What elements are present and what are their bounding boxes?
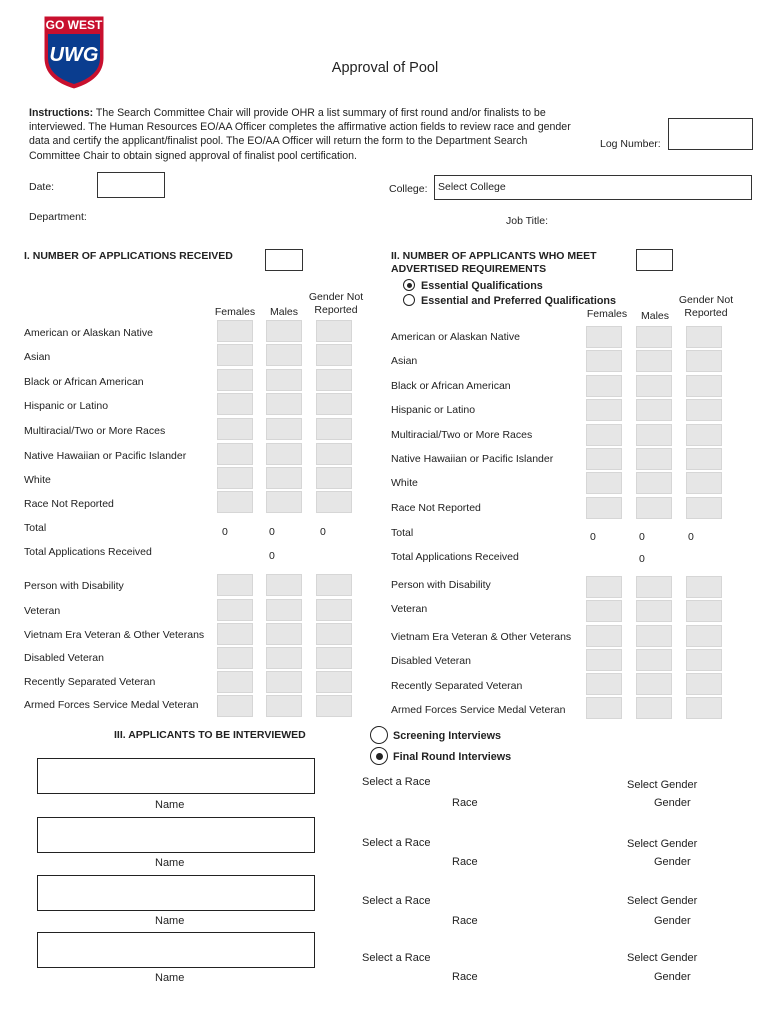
count-input[interactable]	[266, 647, 302, 669]
count-input[interactable]	[586, 673, 622, 695]
applicant-name-label: Name	[155, 799, 185, 811]
college-select[interactable]	[434, 175, 752, 200]
count-input[interactable]	[636, 350, 672, 372]
applicant-name-field[interactable]	[37, 875, 315, 911]
s2-col-gender-not-reported: Gender Not Reported	[678, 294, 734, 319]
applicant-name-label: Name	[155, 857, 185, 869]
count-input[interactable]	[316, 418, 352, 440]
count-input[interactable]	[217, 467, 253, 489]
count-input[interactable]	[217, 671, 253, 693]
s1-col-gender-not-reported: Gender Not Reported	[308, 291, 364, 316]
total-value: 0	[222, 526, 228, 538]
count-input[interactable]	[316, 443, 352, 465]
count-input[interactable]	[316, 344, 352, 366]
count-input[interactable]	[217, 599, 253, 621]
count-input[interactable]	[266, 599, 302, 621]
row-label: Person with Disability	[24, 580, 124, 592]
race-select[interactable]: Select a Race	[362, 837, 431, 849]
count-input[interactable]	[217, 418, 253, 440]
total-received-label: Total Applications Received	[391, 551, 519, 563]
count-input[interactable]	[636, 673, 672, 695]
count-input[interactable]	[266, 344, 302, 366]
total-value: 0	[688, 531, 694, 543]
count-input[interactable]	[316, 574, 352, 596]
count-input[interactable]	[217, 393, 253, 415]
count-input[interactable]	[316, 599, 352, 621]
section1-title: I. NUMBER OF APPLICATIONS RECEIVED	[24, 250, 233, 262]
count-input[interactable]	[217, 647, 253, 669]
section1-total-field[interactable]	[265, 249, 303, 271]
count-input[interactable]	[316, 671, 352, 693]
row-label: Person with Disability	[391, 579, 491, 591]
total-value: 0	[269, 526, 275, 538]
count-input[interactable]	[316, 467, 352, 489]
count-input[interactable]	[686, 625, 722, 647]
count-input[interactable]	[586, 472, 622, 494]
row-label: Asian	[24, 351, 51, 363]
logo-letters: UWG	[49, 44, 99, 66]
count-input[interactable]	[686, 448, 722, 470]
count-input[interactable]	[217, 695, 253, 717]
count-input[interactable]	[316, 393, 352, 415]
radio-essential-qualifications[interactable]	[403, 279, 415, 291]
total-value: 0	[590, 531, 596, 543]
radio-screening-interviews-label: Screening Interviews	[393, 730, 502, 742]
applicant-name-field[interactable]	[37, 817, 315, 853]
row-label: Race Not Reported	[24, 498, 114, 510]
count-input[interactable]	[316, 695, 352, 717]
count-input[interactable]	[266, 369, 302, 391]
row-label: Armed Forces Service Medal Veteran	[391, 704, 566, 716]
s1-col-males: Males	[269, 306, 298, 318]
count-input[interactable]	[266, 574, 302, 596]
page-title: Approval of Pool	[331, 60, 439, 76]
section3-title: III. APPLICANTS TO BE INTERVIEWED	[114, 729, 306, 741]
count-input[interactable]	[217, 344, 253, 366]
total-received-value: 0	[269, 550, 275, 562]
count-input[interactable]	[686, 424, 722, 446]
row-label: White	[24, 474, 51, 486]
count-input[interactable]	[586, 448, 622, 470]
count-input[interactable]	[586, 375, 622, 397]
total-value: 0	[320, 526, 326, 538]
count-input[interactable]	[586, 697, 622, 719]
count-input[interactable]	[266, 418, 302, 440]
count-input[interactable]	[686, 472, 722, 494]
gender-label: Gender	[654, 915, 691, 927]
gender-select[interactable]: Select Gender	[627, 779, 698, 791]
row-label: American or Alaskan Native	[24, 327, 153, 339]
count-input[interactable]	[636, 649, 672, 671]
gender-select[interactable]: Select Gender	[627, 895, 698, 907]
count-input[interactable]	[636, 576, 672, 598]
count-input[interactable]	[217, 491, 253, 513]
gender-select[interactable]: Select Gender	[627, 838, 698, 850]
radio-essential-preferred-qualifications[interactable]	[403, 294, 415, 306]
count-input[interactable]	[586, 600, 622, 622]
gender-select[interactable]: Select Gender	[627, 952, 698, 964]
instructions-text: The Search Committee Chair will provide OHR a list summary of first round and/or finalists to be interviewed. The Human Resources EO/AA Officer completes the affirmative action fields to review race and gender data and certify the applicant/finalist pool. The EO/AA Officer will return the form to the Department Search Committee Chair to obtain signed approval of finalist pool certification.	[29, 107, 571, 162]
applicant-name-label: Name	[155, 915, 185, 927]
row-label: Veteran	[24, 605, 61, 617]
count-input[interactable]	[586, 576, 622, 598]
count-input[interactable]	[586, 326, 622, 348]
count-input[interactable]	[586, 424, 622, 446]
section2-title: II. NUMBER OF APPLICANTS WHO MEET ADVERTISED REQUIREMENTS	[391, 250, 597, 275]
count-input[interactable]	[636, 697, 672, 719]
logo-top-text: GO WEST	[45, 18, 103, 32]
count-input[interactable]	[266, 443, 302, 465]
applicant-name-field[interactable]	[37, 758, 315, 794]
row-label: Multiracial/Two or More Races	[24, 425, 166, 437]
row-label: White	[391, 477, 418, 489]
count-input[interactable]	[266, 467, 302, 489]
count-input[interactable]	[266, 491, 302, 513]
count-input[interactable]	[586, 399, 622, 421]
row-label: Hispanic or Latino	[24, 400, 109, 412]
count-input[interactable]	[686, 326, 722, 348]
gender-label: Gender	[654, 971, 691, 983]
row-label: Asian	[391, 355, 418, 367]
row-label: Armed Forces Service Medal Veteran	[24, 699, 199, 711]
radio-final-round-interviews-label: Final Round Interviews	[393, 751, 512, 763]
race-label: Race	[452, 797, 478, 809]
row-label: Hispanic or Latino	[391, 404, 476, 416]
count-input[interactable]	[217, 320, 253, 342]
college-label: College:	[389, 183, 428, 195]
count-input[interactable]	[686, 576, 722, 598]
total-label: Total	[391, 527, 414, 539]
count-input[interactable]	[266, 695, 302, 717]
total-received-label: Total Applications Received	[24, 546, 152, 558]
race-select[interactable]: Select a Race	[362, 952, 431, 964]
race-select[interactable]: Select a Race	[362, 776, 431, 788]
count-input[interactable]	[217, 623, 253, 645]
count-input[interactable]	[316, 491, 352, 513]
count-input[interactable]	[316, 647, 352, 669]
section2-total-field[interactable]	[636, 249, 673, 271]
count-input[interactable]	[686, 399, 722, 421]
count-input[interactable]	[636, 424, 672, 446]
row-label: Disabled Veteran	[391, 655, 471, 667]
count-input[interactable]	[586, 350, 622, 372]
count-input[interactable]	[316, 320, 352, 342]
row-label: Recently Separated Veteran	[391, 680, 523, 692]
row-label: Race Not Reported	[391, 502, 481, 514]
gender-label: Gender	[654, 797, 691, 809]
count-input[interactable]	[636, 472, 672, 494]
count-input[interactable]	[636, 625, 672, 647]
s2-col-females: Females	[586, 308, 628, 320]
row-label: American or Alaskan Native	[391, 331, 520, 343]
row-label: Black or African American	[391, 380, 511, 392]
date-label: Date:	[29, 181, 55, 193]
log-number-label: Log Number:	[600, 138, 661, 150]
count-input[interactable]	[316, 369, 352, 391]
count-input[interactable]	[686, 600, 722, 622]
count-input[interactable]	[636, 399, 672, 421]
total-label: Total	[24, 522, 47, 534]
count-input[interactable]	[266, 393, 302, 415]
count-input[interactable]	[686, 697, 722, 719]
count-input[interactable]	[636, 375, 672, 397]
department-label: Department:	[29, 211, 87, 223]
radio-essential-preferred-label: Essential and Preferred Qualifications	[421, 295, 617, 307]
count-input[interactable]	[586, 497, 622, 519]
count-input[interactable]	[266, 623, 302, 645]
count-input[interactable]	[686, 497, 722, 519]
count-input[interactable]	[686, 649, 722, 671]
count-input[interactable]	[686, 350, 722, 372]
gender-label: Gender	[654, 856, 691, 868]
row-label: Veteran	[391, 603, 428, 615]
count-input[interactable]	[636, 448, 672, 470]
applicant-name-field[interactable]	[37, 932, 315, 968]
radio-essential-qualifications-label: Essential Qualifications	[421, 280, 543, 292]
row-label: Vietnam Era Veteran & Other Veterans	[24, 629, 205, 641]
college-select-value: Select College	[438, 181, 506, 193]
count-input[interactable]	[266, 671, 302, 693]
count-input[interactable]	[686, 673, 722, 695]
s1-col-females: Females	[214, 306, 256, 318]
race-label: Race	[452, 971, 478, 983]
count-input[interactable]	[586, 649, 622, 671]
row-label: Recently Separated Veteran	[24, 676, 156, 688]
count-input[interactable]	[316, 623, 352, 645]
instructions-label: Instructions:	[29, 107, 94, 119]
log-number-field[interactable]	[668, 118, 753, 150]
count-input[interactable]	[636, 497, 672, 519]
count-input[interactable]	[217, 443, 253, 465]
count-input[interactable]	[686, 375, 722, 397]
row-label: Black or African American	[24, 376, 144, 388]
row-label: Multiracial/Two or More Races	[391, 429, 533, 441]
row-label: Native Hawaiian or Pacific Islander	[391, 453, 554, 465]
total-value: 0	[639, 531, 645, 543]
race-label: Race	[452, 856, 478, 868]
count-input[interactable]	[217, 574, 253, 596]
applicant-name-label: Name	[155, 972, 185, 984]
s2-col-males: Males	[640, 310, 669, 322]
row-label: Disabled Veteran	[24, 652, 104, 664]
instructions	[29, 106, 574, 163]
race-select[interactable]: Select a Race	[362, 895, 431, 907]
total-received-value: 0	[639, 553, 645, 565]
race-label: Race	[452, 915, 478, 927]
row-label: Vietnam Era Veteran & Other Veterans	[391, 631, 572, 643]
count-input[interactable]	[636, 326, 672, 348]
uwg-logo	[40, 14, 108, 90]
count-input[interactable]	[217, 369, 253, 391]
date-field[interactable]	[97, 172, 165, 198]
job-title-label: Job Title:	[506, 215, 549, 227]
radio-final-round-interviews[interactable]	[370, 747, 388, 765]
row-label: Native Hawaiian or Pacific Islander	[24, 450, 187, 462]
count-input[interactable]	[266, 320, 302, 342]
count-input[interactable]	[636, 600, 672, 622]
radio-screening-interviews[interactable]	[370, 726, 388, 744]
count-input[interactable]	[586, 625, 622, 647]
